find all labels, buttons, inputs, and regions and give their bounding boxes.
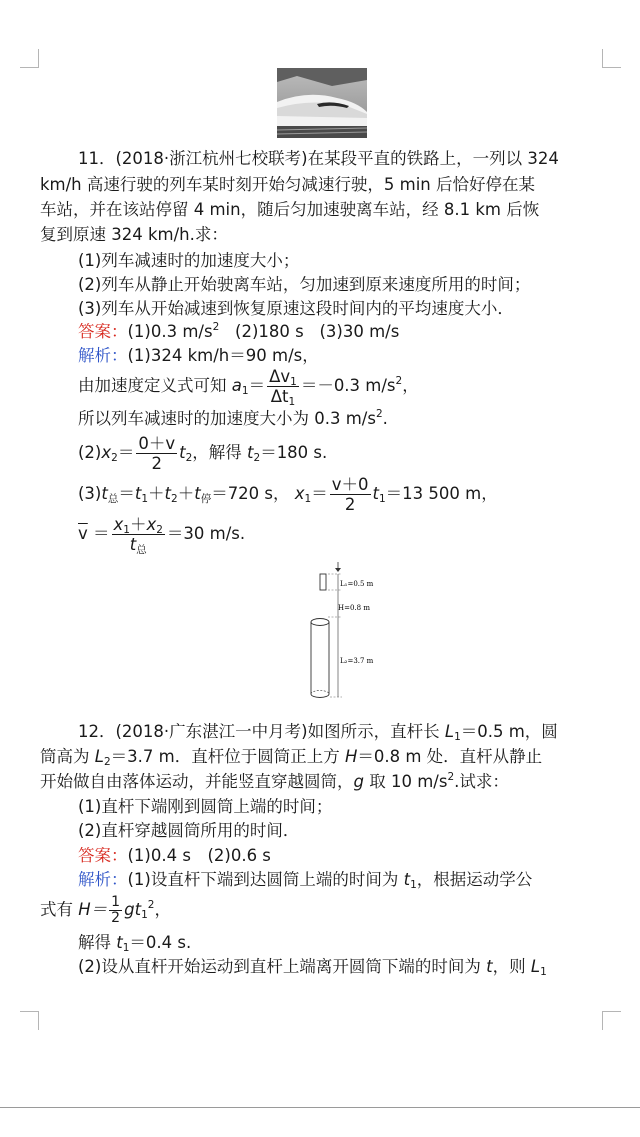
corner-mark-top-right	[602, 49, 621, 68]
q11-analysis-line: 解析：(1)324 km/h＝90 m/s，	[78, 346, 319, 365]
corner-mark-bottom-left	[20, 1011, 39, 1030]
q12-solved-line: 解得 $t_1=0.4$ s.	[78, 933, 192, 954]
label-l1: L₁=0.5 m	[340, 580, 374, 588]
q12-line-2: 筒高为 $L_2=3.7$ m．直杆位于圆筒正上方 H＝0.8 m 处．直杆从静止	[40, 747, 543, 768]
average-velocity-fraction: $\frac{x_1+x_2}{t_总}$	[113, 515, 163, 556]
q12-last-line: (2)设从直杆开始运动到直杆上端离开圆筒下端的时间为 t，则 $L_1$	[78, 957, 547, 978]
q11-line-4: 复到原速 324 km/h.求：	[40, 225, 228, 244]
q11-subq-3: (3)列车从开始减速到恢复原速这段时间内的平均速度大小．	[78, 299, 514, 318]
dv-dt-fraction: $\frac{\Delta v_1}{\Delta t_1}$	[269, 367, 297, 408]
label-l2: L₂=3.7 m	[340, 657, 374, 665]
q12-answer-line: 答案：(1)0.4 s (2)0.6 s	[78, 846, 271, 865]
corner-mark-top-left	[20, 49, 39, 68]
analysis-label: 解析：	[78, 346, 128, 365]
q11-subq-2: (2)列车从静止开始驶离车站，匀加速到原来速度所用的时间；	[78, 275, 531, 294]
label-h: H=0.8 m	[338, 604, 370, 612]
q12-line-1: 12．(2018·广东湛江一中月考)如图所示，直杆长 $L_1=0.5$ m，圆	[78, 722, 558, 743]
q12-subq-2: (2)直杆穿越圆筒所用的时间．	[78, 821, 300, 840]
q11-average-velocity: $\overline{v}$ ＝ $\frac{x_1+x_2}{t_总}$ ＝30 m/s.	[78, 515, 246, 556]
q11-answer-line: 答案：(1)0.3 $m/s^2$ (2)180 s (3)30 m/s	[78, 321, 400, 341]
q11-line-1: 11．(2018·浙江杭州七校联考)在某段平直的铁路上，一列以 324	[78, 149, 559, 168]
analysis-label: 解析：	[78, 870, 128, 889]
half-fraction: $\frac{1}{2}$	[111, 894, 121, 926]
q11-accel-definition: 由加速度定义式可知 $a_1=$ $\frac{\Delta v_1}{\Delta t_1}$ ＝－0.3 $m/s^2$，	[78, 367, 419, 408]
rod-cylinder-figure	[298, 562, 380, 700]
q11-accel-conclusion: 所以列车减速时的加速度大小为 0.3 $m/s^2$.	[78, 408, 388, 428]
q12-line-3: 开始做自由落体运动，并能竖直穿越圆筒，g 取 10 $m/s^2$.试求：	[40, 771, 509, 791]
q11-line-3: 车站，并在该站停留 4 min，随后匀加速驶离车站，经 8.1 km 后恢	[40, 200, 540, 219]
answer-label: 答案：	[78, 322, 128, 341]
q11-part3-equation: $(3)t_总=t_1+t_2+t_停=720$ s， $x_1=$ $\frac{v+0}{2}$ $t_1=13$ 500 m，	[78, 475, 498, 514]
q11-part2-equation: $(2)x_2=$ $\frac{0+v}{2}$ $t_2$，解得 $t_2=180$ s.	[78, 434, 328, 473]
page-bottom-divider	[0, 1107, 640, 1108]
part3-fraction: $\frac{v+0}{2}$	[331, 475, 369, 514]
q12-subq-1: (1)直杆下端刚到圆筒上端的时间；	[78, 797, 333, 816]
q11-subq-1: (1)列车减速时的加速度大小；	[78, 251, 300, 270]
corner-mark-bottom-right	[602, 1011, 621, 1030]
q11-line-2: km/h 高速行驶的列车某时刻开始匀减速行驶，5 min 后恰好停在某	[40, 175, 535, 194]
q12-free-fall-formula: 式有 H＝ $\frac{1}{2}$ $gt_1^2$，	[40, 894, 171, 926]
train-photo	[277, 68, 367, 138]
q12-analysis-line: 解析：(1)设直杆下端到达圆筒上端的时间为 $t_1$，根据运动学公	[78, 870, 533, 891]
answer-label: 答案：	[78, 846, 128, 865]
part2-fraction: $\frac{0+v}{2}$	[138, 434, 176, 473]
